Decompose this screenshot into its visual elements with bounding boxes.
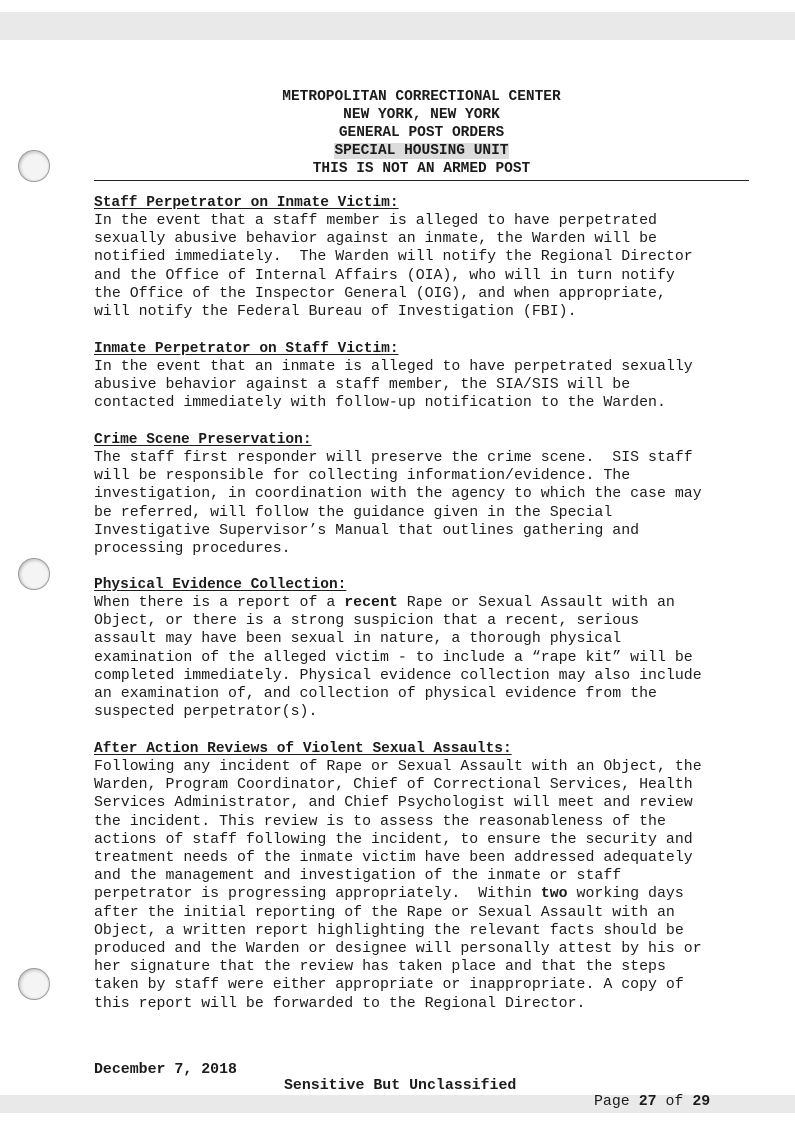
body-line: will notify the Federal Bureau of Investigation (FBI). — [94, 304, 577, 321]
body-line: examination of the alleged victim - to include a “rape kit” will be — [94, 649, 693, 666]
text-run: When there is a report of a — [94, 595, 345, 611]
body-line: Object, a written report highlighting the relevant facts should be — [94, 922, 684, 939]
header-line: THIS IS NOT AN ARMED POST — [312, 161, 531, 177]
body-line: processing procedures. — [94, 541, 291, 558]
document-header — [94, 88, 749, 181]
section-physical-evidence — [94, 576, 756, 721]
body-line: the Office of the Inspector General (OIG), and when appropriate, — [94, 285, 666, 302]
body-line: Following any incident of Rape or Sexual Assault with an Object, the — [94, 759, 702, 775]
body-line: taken by staff were either appropriate or inappropriate. A copy of — [94, 977, 684, 994]
section-crime-scene — [94, 431, 756, 558]
body-line — [94, 885, 756, 903]
header-divider — [94, 180, 749, 181]
body-line: Object, or there is a strong suspicion that a recent, serious — [94, 613, 640, 630]
text-run: working days — [567, 886, 684, 903]
body-line: Services Administrator, and Chief Psychologist will meet and review — [94, 795, 693, 812]
body-line: In the event that a staff member is alleged to have perpetrated — [94, 213, 657, 229]
section-after-action-reviews — [94, 740, 756, 1013]
header-line — [94, 142, 749, 160]
body-line: assault may have been sexual in nature, a thorough physical — [94, 631, 622, 648]
section-heading: Crime Scene Preservation: — [94, 432, 312, 448]
page-current: 27 — [638, 1094, 657, 1110]
page-label: Page — [594, 1094, 639, 1110]
binder-hole — [18, 558, 50, 590]
footer-date: December 7, 2018 — [94, 1062, 237, 1078]
emphasis: two — [540, 886, 568, 903]
body-line: produced and the Warden or designee will personally attest by his or — [94, 941, 702, 958]
page-footer — [94, 1046, 734, 1110]
header-line: NEW YORK, NEW YORK — [343, 107, 500, 123]
body-line: will be responsible for collecting information/evidence. The — [94, 468, 631, 485]
body-line: this report will be forwarded to the Regional Director. — [94, 995, 586, 1012]
section-heading: Inmate Perpetrator on Staff Victim: — [94, 341, 399, 357]
body-line: sexually abusive behavior against an inmate, the Warden will be — [94, 231, 657, 248]
body-line: notified immediately. The Warden will notify the Regional Director — [94, 249, 693, 266]
body-line: after the initial reporting of the Rape or Sexual Assault with an — [94, 904, 675, 921]
body-line: and the management and investigation of the inmate or staff — [94, 868, 622, 885]
body-line: treatment needs of the inmate victim have been addressed adequately — [94, 850, 693, 867]
body-line: abusive behavior against a staff member, the SIA/SIS will be — [94, 377, 631, 394]
text-run: Rape or Sexual Assault with an — [397, 595, 675, 611]
section-inmate-perpetrator — [94, 340, 756, 413]
header-line: GENERAL POST ORDERS — [338, 125, 505, 141]
page-separator: of — [656, 1094, 693, 1110]
section-heading: Physical Evidence Collection: — [94, 577, 347, 593]
header-line: METROPOLITAN CORRECTIONAL CENTER — [282, 89, 561, 105]
emphasis: recent — [344, 595, 398, 611]
body-line: Warden, Program Coordinator, Chief of Correctional Services, Health — [94, 777, 693, 794]
body-line: The staff first responder will preserve the crime scene. SIS staff — [94, 450, 693, 466]
section-heading: Staff Perpetrator on Inmate Victim: — [94, 195, 399, 211]
body-line: and the Office of Internal Affairs (OIA), who will in turn notify — [94, 267, 675, 284]
body-line: the incident. This review is to assess the reasonableness of the — [94, 813, 666, 830]
page-total: 29 — [692, 1094, 711, 1110]
body-line: be referred, will follow the guidance given in the Special — [94, 504, 613, 521]
text-run: perpetrator is progressing appropriately. Within — [94, 886, 541, 903]
footer-classification: Sensitive But Unclassified — [284, 1078, 517, 1094]
header-stamp: SPECIAL HOUSING UNIT — [334, 143, 509, 159]
body-line: Investigative Supervisor’s Manual that outlines gathering and — [94, 522, 640, 539]
body-line: completed immediately. Physical evidence collection may also include — [94, 667, 702, 684]
section-heading: After Action Reviews of Violent Sexual Assaults: — [94, 741, 512, 757]
binder-hole — [18, 150, 50, 182]
body-line: contacted immediately with follow-up notification to the Warden. — [94, 395, 666, 412]
section-staff-perpetrator — [94, 194, 756, 321]
body-line: investigation, in coordination with the agency to which the case may — [94, 486, 702, 503]
binder-hole — [18, 968, 50, 1000]
body-line: an examination of, and collection of physical evidence from the — [94, 686, 657, 703]
body-line: In the event that an inmate is alleged to have perpetrated sexually — [94, 359, 693, 375]
body-line: actions of staff following the incident, to ensure the security and — [94, 831, 693, 848]
scan-edge-top — [0, 12, 795, 40]
footer-page-number — [594, 1094, 710, 1110]
body-line: her signature that the review has taken place and that the steps — [94, 959, 666, 976]
body-line: suspected perpetrator(s). — [94, 704, 318, 721]
body-line — [94, 594, 756, 612]
